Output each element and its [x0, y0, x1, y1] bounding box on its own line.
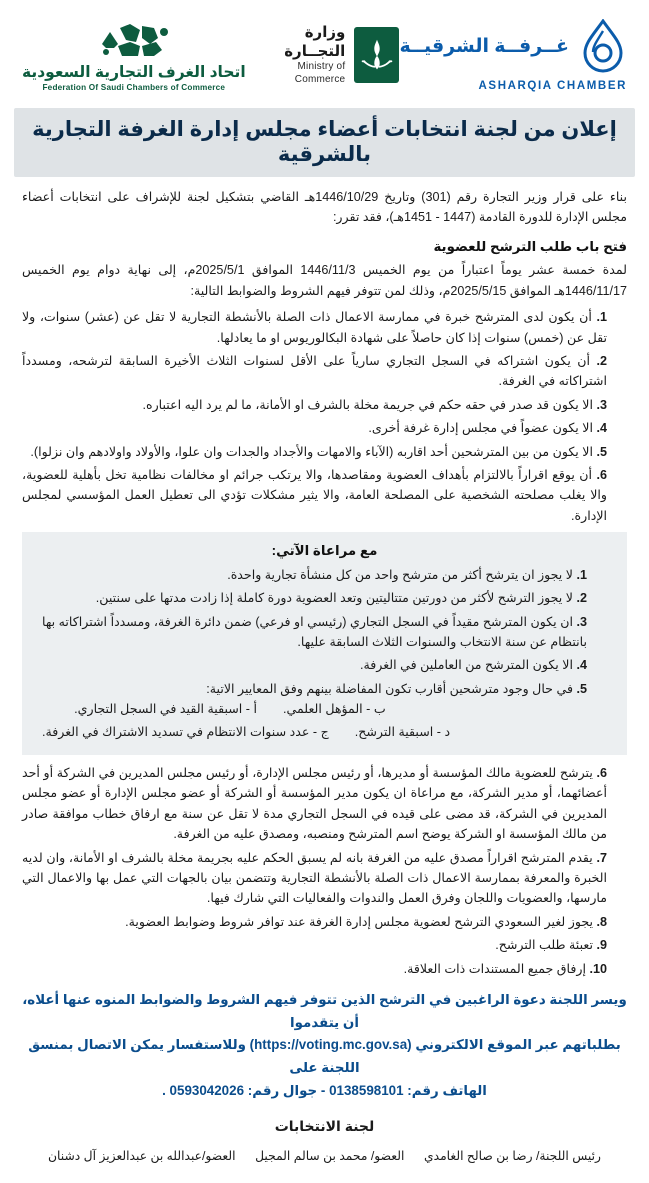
signer-member-2: العضو/ محمد بن سالم المجيل [255, 1149, 405, 1164]
list-item: 5. الا يكون من بين المترشحين أحد اقاربه (الآباء والامهات والأجداد والجدات وان علوا، والأولاد واولادهم وان نزلوا). [30, 444, 607, 459]
condition-text: الا يكون من بين المترشحين أحد اقاربه (الآباء والامهات والأجداد والجدات وان علوا، والأولاد واولادهم وان نزلوا). [30, 444, 593, 459]
ministry-name-en: Ministry of Commerce [294, 61, 346, 85]
intro-paragraph: بناء على قرار وزير التجارة رقم (301) وتاريخ 1446/10/29هـ القاضي بتشكيل لجنة للإشراف على انتخابات أعضاء مجلس الإدارة للدورة القادمة (1447 - 1451هـ)، فقد تقرر: [22, 190, 627, 225]
signers-row [22, 1147, 627, 1167]
list-item: 3. الا يكون قد صدر في حقه حكم في جريمة مخلة بالشرف او الأمانة، ما لم يرد اليه اعتباره. [142, 397, 607, 412]
chamber-logo [399, 19, 627, 92]
note-text: إرفاق جميع المستندات ذات العلاقة. [403, 961, 586, 976]
ministry-name-ar: وزارة التجــارة [284, 23, 346, 60]
note-text: ان يكون المترشح مقيداً في السجل التجاري (رئيسي او فرعي) ضمن دائرة الغرفة، ومسدداً اشتراكاته بها بانتظام عن سنة الانتخاب والسنوات الثلاث السابقة عليها. [42, 614, 587, 650]
list-item: 8. يجوز لغير السعودي الترشح لعضوية مجلس إدارة الغرفة عند توافر شروط وضوابط العضوية. [125, 914, 607, 929]
committee-title: لجنة الانتخابات [274, 1117, 375, 1134]
chamber-drop-logo-icon [579, 19, 627, 75]
note-text: لا يجوز ان يترشح أكثر من مترشح واحد من كل منشأة تجارية واحدة. [227, 567, 573, 582]
list-item: 5. في حال وجود مترشحين أقارب تكون المفاضلة بينهم وفق المعايير الاتية: أ - اسبقية القيد في السجل التجاري. ب - المؤهل العلمي. ج - عدد سنوات الانتظام في تسديد الاشتراك في الغرفة. د - اسبقية الترشح. [42, 679, 589, 742]
list-item: 1. لا يجوز ان يترشح أكثر من مترشح واحد من كل منشأة تجارية واحدة. [227, 567, 587, 582]
page-title-bar [14, 108, 635, 177]
list-item: 6. أن يوقع اقراراً بالالتزام بأهداف العضوية ومقاصدها، والا يرتكب جرائم او مخالفات نظامية تخل بأهلية للعضوية، والا يغلب مصلحته الشخصية على المصلحة العامة، والا يثير مشكلات تؤدي الى تعطيل العمل المؤسسي لمجلس الإدارة. [22, 468, 607, 523]
federation-name-en: Federation Of Saudi Chambers of Commerce [42, 83, 226, 92]
signer-member-1: العضو/عبدالله بن عبدالعزيز آل دشنان [48, 1149, 236, 1164]
criteria-sublist [42, 699, 587, 742]
criteria-row [42, 722, 573, 742]
list-item: 2. أن يكون اشتراكه في السجل التجاري سارياً على الأقل لسنوات الثلاث الأخيرة السابقة لترشحه، ومسدداً اشتراكاته في الغرفة. [22, 354, 607, 389]
federation-logo [22, 18, 246, 92]
notes-continued-list [22, 763, 627, 979]
note-text: يقدم المترشح اقراراً مصدق عليه من الغرفة بانه لم يسبق الحكم عليه بجريمة مخلة بالشرف او الأمانة، وان لديه الخبرة والمعرفة بممارسة الاعمال ذات الصلة بالأنشطة التجارية وتتضمن بيان بالجهات التي عمل بها والاعمال التي مارسها، والعضويات واللجان وفرق العمل والندوات والفعاليات التي شارك فيها. [22, 850, 607, 906]
document-body [0, 177, 649, 1183]
chamber-name-en: ASHARQIA CHAMBER [478, 79, 627, 92]
note-text: في حال وجود مترشحين أقارب تكون المفاضلة بينهم وفق المعايير الاتية: [206, 681, 573, 696]
notice-line-1: ويسر اللجنة دعوة الراغبين في الترشح الذين تتوفر فيهم الشروط والضوابط المنوه عنها أعلاه، أن يتقدموا [22, 991, 627, 1030]
chamber-name-ar: غــرفــة الشرقيــة [399, 36, 569, 57]
note-text: يترشح للعضوية مالك المؤسسة أو مديرها، أو رئيس مجلس الإدارة، أو رئيس مجلس المديرين في الشركة أو أحد أعضائهما، أو مدير الشركة، مع مراعاة ان يكون مدير المؤسسة أو الشركة أو عضو مجلس الإدارة أو عضو مجلس المديرين في الشركة، قد مضى على قيده في السجل التجاري مدة لا تقل عن سنة مع ارفاق خطاب موافقة صادر من مالك المؤسسة او الشركة يوضح اسم المترشح ومنصبه، ومصدق عليه من الغرفة. [22, 766, 607, 842]
criteria-b: ب - المؤهل العلمي. [283, 702, 386, 717]
list-item: 1. أن يكون لدى المترشح خبرة في ممارسة الاعمال ذات الصلة بالأنشطة التجارية لا تقل عن (عشر) سنوات، ولا تقل عن (خمس) سنوات إذا كان حاصلاً على شهادة البكالوريوس او ما يعادلها. [22, 310, 607, 345]
note-text: تعبئة طلب الترشح. [495, 938, 593, 953]
page-title: إعلان من لجنة انتخابات أعضاء مجلس إدارة الغرفة التجارية بالشرقية [32, 118, 617, 166]
list-item: 4. الا يكون المترشح من العاملين في الغرفة. [360, 658, 587, 673]
saudi-emblem-icon [354, 27, 399, 83]
note-text: لا يجوز الترشح لأكثر من دورتين متتاليتين وتعد العضوية دورة كاملة إذا زادت مدتها على سنتين. [95, 591, 573, 606]
condition-text: الا يكون عضواً في مجلس إدارة غرفة أخرى. [368, 421, 593, 436]
contact-notice [22, 989, 627, 1103]
list-item: 3. ان يكون المترشح مقيداً في السجل التجاري (رئيسي او فرعي) ضمن دائرة الغرفة، ومسدداً اشتراكاته بها بانتظام عن سنة الانتخاب والسنوات الثلاث السابقة عليها. [42, 614, 588, 650]
federation-name-ar: اتحاد الغرف التجارية السعودية [22, 64, 246, 81]
note-text: الا يكون المترشح من العاملين في الغرفة. [360, 658, 573, 673]
criteria-a: أ - اسبقية القيد في السجل التجاري. [74, 702, 257, 717]
list-item: 2. لا يجوز الترشح لأكثر من دورتين متتاليتين وتعد العضوية دورة كاملة إذا زادت مدتها على سنتين. [95, 591, 587, 606]
document-header [0, 0, 649, 102]
notice-line-3: الهاتف رقم: 0138598101 - جوال رقم: 0593042026 . [162, 1083, 487, 1099]
condition-text: أن يكون اشتراكه في السجل التجاري سارياً على الأقل لسنوات الثلاث الأخيرة السابقة لترشحه، ومسدداً اشتراكاته في الغرفة. [22, 354, 607, 389]
criteria-d: د - اسبقية الترشح. [354, 724, 451, 739]
criteria-c: ج - عدد سنوات الانتظام في تسديد الاشتراك في الغرفة. [42, 724, 329, 739]
notes-heading: مع مراعاة الآتي: [271, 543, 378, 559]
list-item: 4. الا يكون عضواً في مجلس إدارة غرفة أخرى. [368, 421, 607, 436]
condition-text: أن يكون لدى المترشح خبرة في ممارسة الاعمال ذات الصلة بالأنشطة التجارية لا تقل عن (عشر) سنوات، ولا تقل عن (خمس) سنوات إذا كان حاصلاً على شهادة البكالوريوس او ما يعادلها. [22, 310, 607, 345]
ministry-logo [246, 24, 400, 87]
notes-list [42, 565, 607, 742]
note-text: يجوز لغير السعودي الترشح لعضوية مجلس إدارة الغرفة عند توافر شروط وضوابط العضوية. [125, 914, 593, 929]
document-footer [22, 1115, 627, 1168]
condition-text: الا يكون قد صدر في حقه حكم في جريمة مخلة بالشرف او الأمانة، ما لم يرد اليه اعتباره. [142, 397, 593, 412]
federation-map-logo-icon [96, 18, 172, 62]
conditions-list [22, 307, 627, 526]
list-item: 10. إرفاق جميع المستندات ذات العلاقة. [403, 961, 607, 976]
criteria-row [42, 699, 573, 719]
notes-section [22, 532, 627, 755]
list-item: 9. تعبئة طلب الترشح. [495, 938, 607, 953]
signer-chairman: رئيس اللجنة/ رضا بن صالح الغامدي [423, 1149, 601, 1164]
open-nomination-heading: فتح باب طلب الترشح للعضوية [433, 238, 627, 254]
list-item: 6. يترشح للعضوية مالك المؤسسة أو مديرها، أو رئيس مجلس الإدارة، أو رئيس مجلس المديرين في الشركة أو أحد أعضائهما، أو مدير الشركة، مع مراعاة ان يكون مدير المؤسسة أو الشركة أو عضو مجلس الإدارة أو عضو مجلس المديرين في الشركة، قد مضى على قيده في السجل التجاري مدة لا تقل عن سنة مع ارفاق خطاب موافقة صادر من مالك المؤسسة او الشركة يوضح اسم المترشح ومنصبه، ومصدق عليه من الغرفة. [22, 766, 607, 842]
notice-line-2[interactable]: بطلباتهم عبر الموقع الالكتروني (https://voting.mc.gov.sa) وللاستفسار يمكن الاتصال بمنسق اللجنة على [28, 1037, 621, 1076]
open-nomination-body: لمدة خمسة عشر يوماً اعتباراً من يوم الخميس 1446/11/3 الموافق 2025/5/1م، إلى نهاية دوام يوم الخميس 1446/11/17هـ الموافق 2025/5/15م، وذلك لمن تتوفر فيهم الشروط والضوابط التالية: [22, 263, 627, 298]
condition-text: أن يوقع اقراراً بالالتزام بأهداف العضوية ومقاصدها، والا يرتكب جرائم او مخالفات نظامية تخل بأهلية للعضوية، والا يغلب مصلحته الشخصية على المصلحة العامة، والا يثير مشكلات تؤدي الى تعطيل العمل المؤسسي لمجلس الإدارة. [22, 468, 607, 523]
list-item: 7. يقدم المترشح اقراراً مصدق عليه من الغرفة بانه لم يسبق الحكم عليه بجريمة مخلة بالشرف او الأمانة، وان لديه الخبرة والمعرفة بممارسة الاعمال ذات الصلة بالأنشطة التجارية وتتضمن بيان بالجهات التي عمل بها والاعمال التي مارسها، والعضويات واللجان وفرق العمل والندوات والفعاليات التي شارك فيها. [22, 850, 608, 906]
